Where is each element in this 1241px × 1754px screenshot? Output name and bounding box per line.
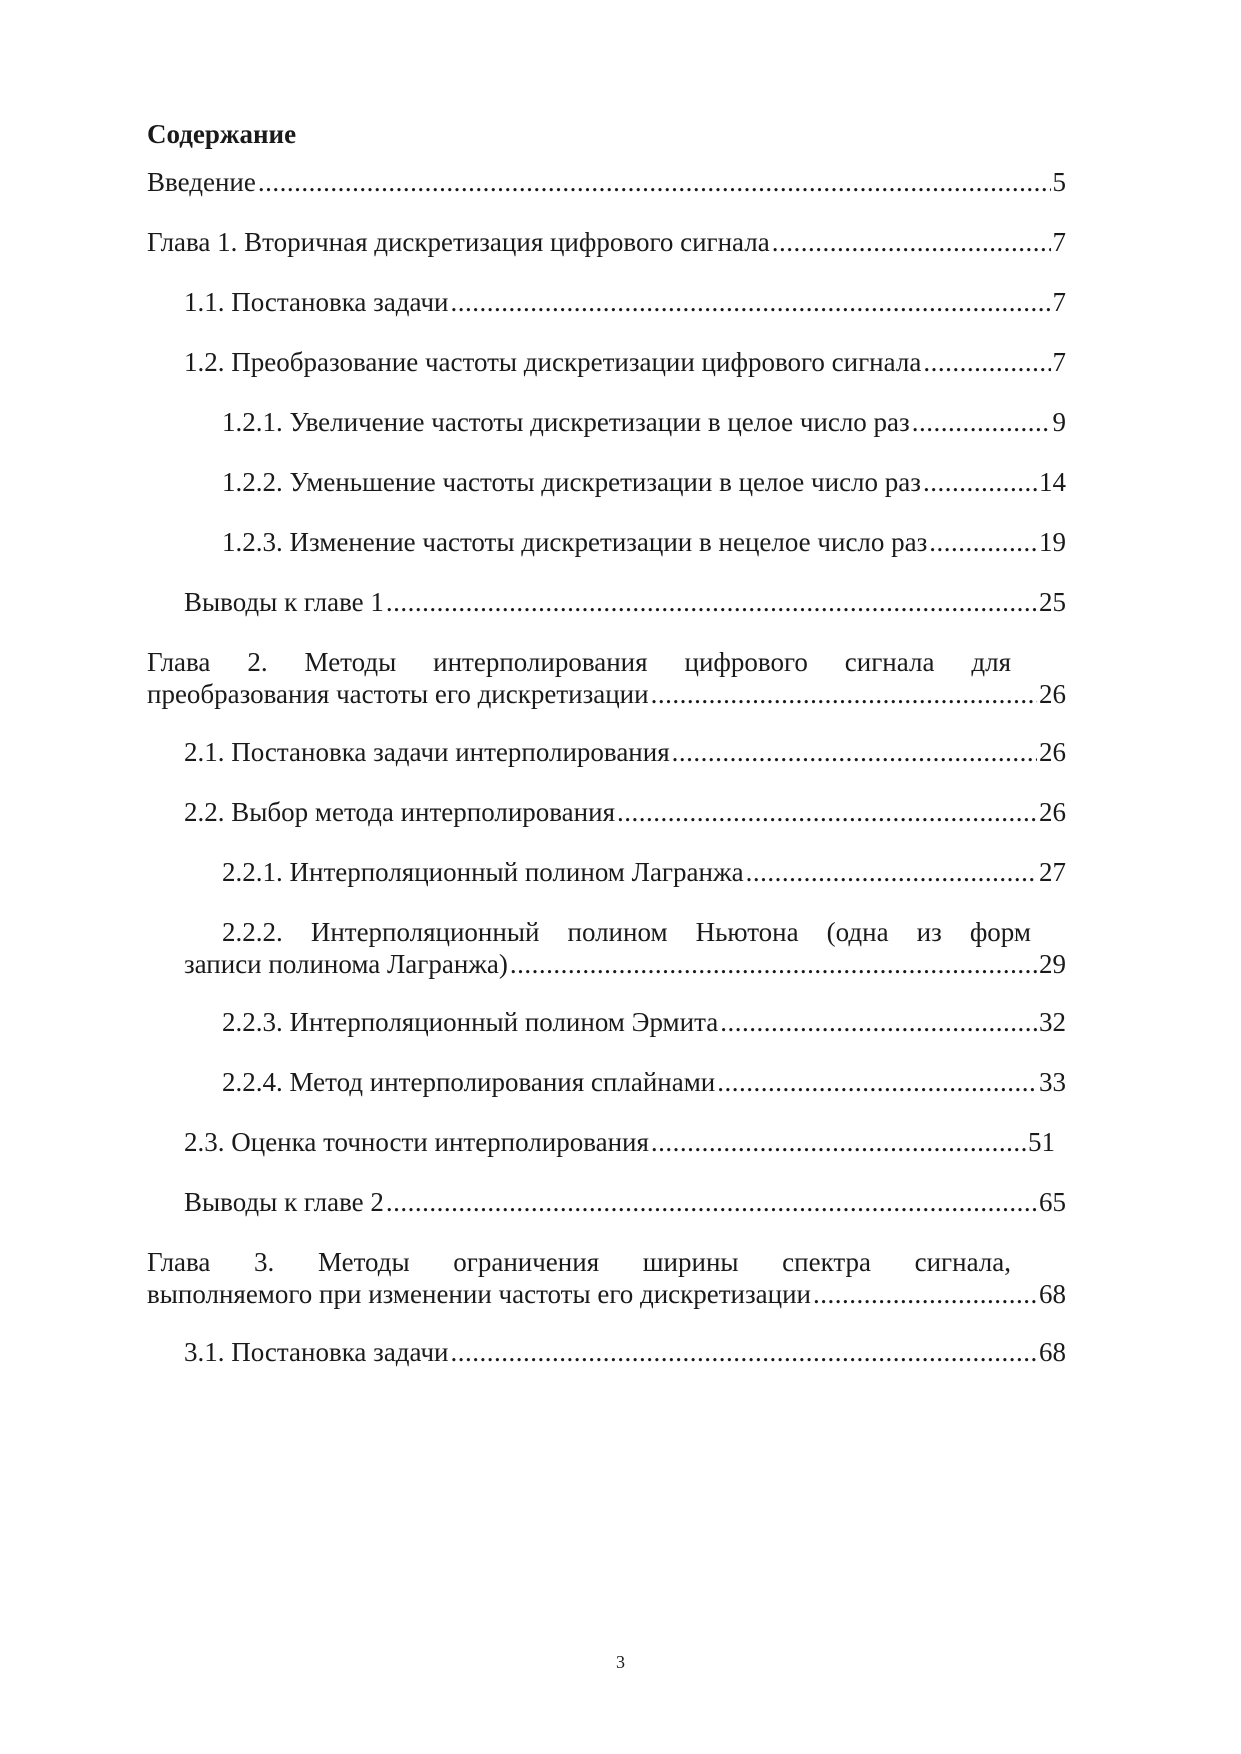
toc-entry[interactable] xyxy=(222,1006,1066,1038)
toc-heading: Содержание xyxy=(147,119,297,149)
toc-entry-page: 14 xyxy=(1039,467,1066,497)
toc-entry-page: 7 xyxy=(1052,347,1066,377)
dot-leader xyxy=(651,678,1037,710)
dot-leader xyxy=(912,406,1051,438)
toc-entry-page: 32 xyxy=(1039,1007,1066,1037)
toc-entry-title: 2.3. Оценка точности интерполирования xyxy=(184,1127,649,1157)
dot-leader xyxy=(386,586,1037,618)
dot-leader xyxy=(617,796,1037,828)
dot-leader xyxy=(746,856,1037,888)
toc-entry-page: 26 xyxy=(1039,797,1066,827)
toc-entry-page: 51 xyxy=(1028,1127,1055,1157)
toc-entry-title-line2: выполняемого при изменении частоты его дискретизации xyxy=(147,1279,812,1309)
toc-entry[interactable] xyxy=(184,1336,1066,1368)
toc-entry[interactable] xyxy=(222,526,1066,558)
toc-entry-title-line2: преобразования частоты его дискретизации xyxy=(147,679,649,709)
toc-entry[interactable] xyxy=(222,1066,1066,1098)
toc-entry-title: 1.2.2. Уменьшение частоты дискретизации в целое число раз xyxy=(222,467,921,497)
dot-leader xyxy=(450,286,1050,318)
toc-entry-page: 68 xyxy=(1039,1279,1066,1309)
toc-entry[interactable] xyxy=(184,736,1066,768)
toc-entry[interactable] xyxy=(222,856,1066,888)
toc-entry[interactable] xyxy=(184,1126,1055,1158)
toc-entry[interactable] xyxy=(222,406,1066,438)
toc-entry[interactable] xyxy=(184,916,1066,980)
dot-leader xyxy=(923,346,1050,378)
toc-entry-title: 1.2.3. Изменение частоты дискретизации в нецелое число раз xyxy=(222,527,928,557)
dot-leader xyxy=(772,226,1051,258)
toc-entry-title-line1: 2.2.2. Интерполяционный полином Ньютона (одна из форм xyxy=(222,917,1031,947)
dot-leader xyxy=(510,948,1037,980)
toc-entry-page: 7 xyxy=(1052,227,1066,257)
toc-entry-title: Глава 1. Вторичная дискретизация цифрового сигнала xyxy=(147,227,770,257)
toc-entry-page: 25 xyxy=(1039,587,1066,617)
toc-entry-title: 1.2. Преобразование частоты дискретизации цифрового сигнала xyxy=(184,347,922,377)
toc-entry-title: 2.2.4. Метод интерполирования сплайнами xyxy=(222,1067,716,1097)
toc-entry-page: 5 xyxy=(1052,167,1066,197)
toc-entry-title: 2.2. Выбор метода интерполирования xyxy=(184,797,615,827)
dot-leader xyxy=(258,166,1051,198)
toc-entry-title: Введение xyxy=(147,167,256,197)
dot-leader xyxy=(720,1006,1037,1038)
toc-entry-page: 33 xyxy=(1039,1067,1066,1097)
toc-entry-title: Выводы к главе 1 xyxy=(184,587,384,617)
toc-entry-page: 7 xyxy=(1052,287,1066,317)
toc-entry-title: 2.1. Постановка задачи интерполирования xyxy=(184,737,670,767)
page-number: 3 xyxy=(616,1652,625,1672)
dot-leader xyxy=(386,1186,1037,1218)
toc-entry-page: 26 xyxy=(1039,679,1066,709)
toc-entry-title: 2.2.1. Интерполяционный полином Лагранжа xyxy=(222,857,744,887)
toc-entry-title-line2: записи полинома Лагранжа) xyxy=(184,949,508,979)
toc-entry-title-line1: Глава 2. Методы интерполирования цифрового сигнала для xyxy=(147,647,1011,677)
toc-entry[interactable] xyxy=(184,1186,1066,1218)
toc-entry-page: 9 xyxy=(1052,407,1066,437)
toc-entry-title-line1: Глава 3. Методы ограничения ширины спектра сигнала, xyxy=(147,1247,1011,1277)
toc-entry-title: 2.2.3. Интерполяционный полином Эрмита xyxy=(222,1007,719,1037)
toc-entry[interactable] xyxy=(147,646,1066,710)
toc-entry-title: 1.1. Постановка задачи xyxy=(184,287,449,317)
toc-entry-page: 29 xyxy=(1039,949,1066,979)
toc-entry[interactable] xyxy=(184,346,1066,378)
toc-entry-title: Выводы к главе 2 xyxy=(184,1187,384,1217)
dot-leader xyxy=(813,1278,1037,1310)
dot-leader xyxy=(651,1126,1026,1158)
toc-entry-title: 1.2.1. Увеличение частоты дискретизации в целое число раз xyxy=(222,407,910,437)
toc-entry[interactable] xyxy=(184,286,1066,318)
toc-entry-page: 68 xyxy=(1039,1337,1066,1367)
toc-entry[interactable] xyxy=(147,226,1066,258)
dot-leader xyxy=(929,526,1037,558)
toc-entry[interactable] xyxy=(184,796,1066,828)
toc-entry-title: 3.1. Постановка задачи xyxy=(184,1337,449,1367)
dot-leader xyxy=(672,736,1037,768)
dot-leader xyxy=(450,1336,1037,1368)
toc-entry[interactable] xyxy=(147,166,1066,198)
toc-entry[interactable] xyxy=(184,586,1066,618)
dot-leader xyxy=(923,466,1037,498)
toc-entry-page: 27 xyxy=(1039,857,1066,887)
toc-entry-page: 65 xyxy=(1039,1187,1066,1217)
toc-entry-page: 19 xyxy=(1039,527,1066,557)
dot-leader xyxy=(717,1066,1037,1098)
toc-entry-page: 26 xyxy=(1039,737,1066,767)
toc-entry[interactable] xyxy=(147,1246,1066,1310)
toc-entry[interactable] xyxy=(222,466,1066,498)
